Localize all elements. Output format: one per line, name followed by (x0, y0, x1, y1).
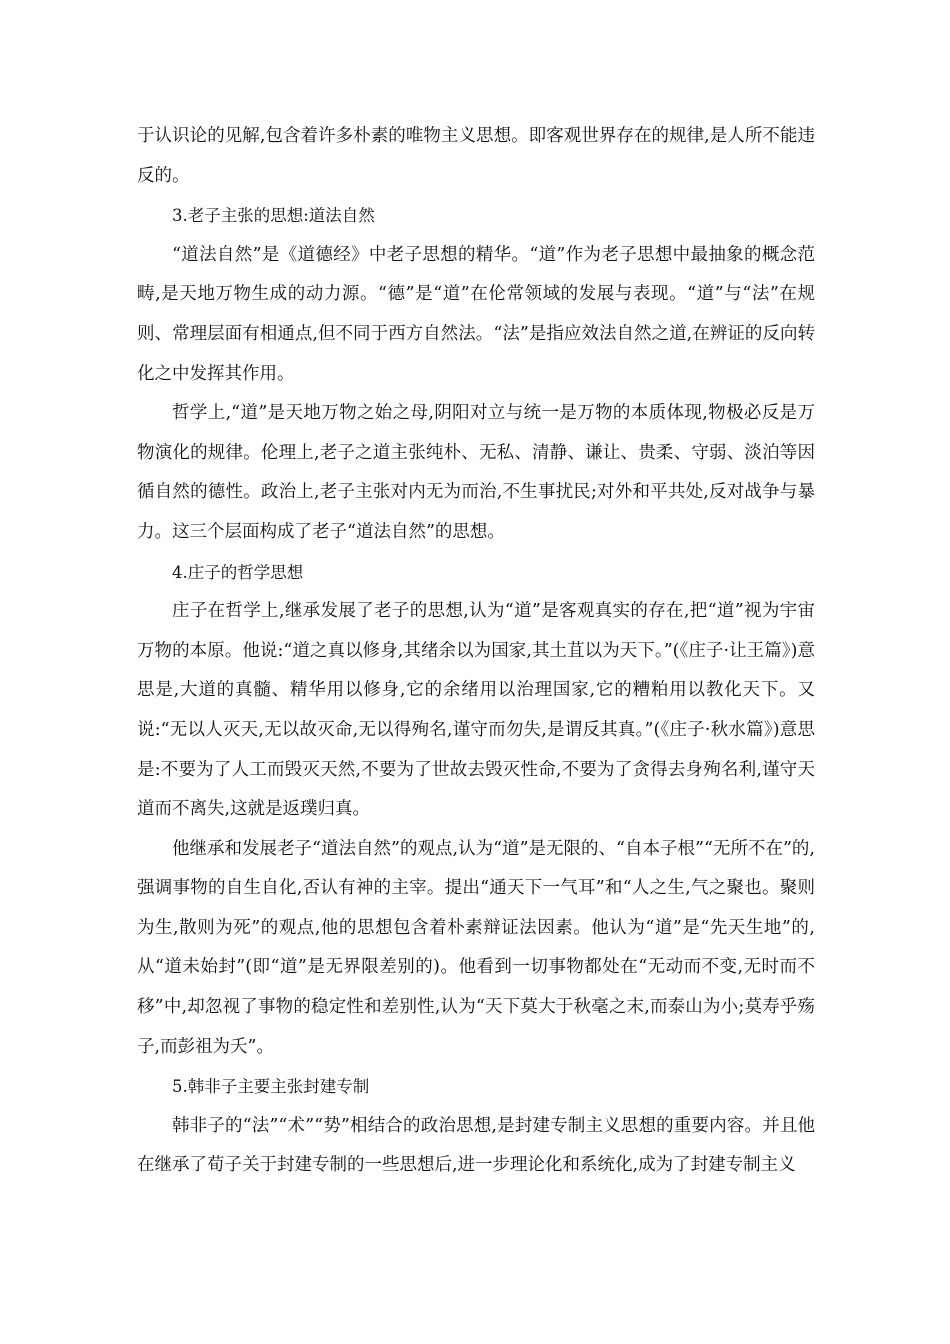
document-body (137, 117, 815, 1186)
section-heading: 4.庄子的哲学思想 (172, 562, 304, 582)
body-paragraph: 庄子在哲学上,继承发展了老子的思想,认为“道”是客观真实的存在,把“道”视为宇宙万物的本原。他说:“道之真以修身,其绪余以为国家,其土苴以为天下。”(《庄子·让王篇》)意思是,大道的真髓、精华用以修身,它的余绪用以治理国家,它的糟粕用以教化天下。又说:“无以人灭天,无以故灭命,无以得殉名,谨守而勿失,是谓反其真。”(《庄子·秋水篇》)意思是:不要为了人工而毁灭天然,不要为了世故去毁灭性命,不要为了贪得去身殉名利,谨守天道而不离失,这就是返璞归真。 (137, 601, 815, 820)
body-paragraph: 哲学上,“道”是天地万物之始之母,阴阳对立与统一是万物的本质体现,物极必反是万物演化的规律。伦理上,老子之道主张纯朴、无私、清静、谦让、贵柔、守弱、淡泊等因循自然的德性。政治上,老子主张对内无为而治,不生事扰民;对外和平共处,反对战争与暴力。这三个层面构成了老子“道法自然”的思想。 (137, 403, 815, 542)
section-heading: 3.老子主张的思想:道法自然 (172, 206, 375, 226)
body-paragraph: “道法自然”是《道德经》中老子思想的精华。“道”作为老子思想中最抽象的概念范畴,是天地万物生成的动力源。“德”是“道”在伦常领域的发展与表现。“道”与“法”在规则、常理层面有相通点,但不同于西方自然法。“法”是指应效法自然之道,在辨证的反向转化之中发挥其作用。 (137, 244, 815, 384)
body-paragraph: 他继承和发展老子“道法自然”的观点,认为“道”是无限的、“自本子根”“无所不在”的,强调事物的自生自化,否认有神的主宰。提出“通天下一气耳”和“人之生,气之聚也。聚则为生,散则为死”的观点,他的思想包含着朴素辩证法因素。他认为“道”是“先天生地”的,从“道未始封”(即“道”是无界限差别的)。他看到一切事物都处在“无动而不变,无时而不移”中,却忽视了事物的稳定性和差别性,认为“天下莫大于秋毫之末,而泰山为小;莫寿乎殇子,而彭祖为夭”。 (137, 838, 815, 1057)
body-paragraph: 韩非子的“法”“术”“势”相结合的政治思想,是封建专制主义思想的重要内容。并且他在继承了荀子关于封建专制的一些思想后,进一步理论化和系统化,成为了封建专制主义 (137, 1115, 815, 1176)
section-heading: 5.韩非子主要主张封建专制 (172, 1077, 370, 1097)
body-paragraph: 于认识论的见解,包含着许多朴素的唯物主义思想。即客观世界存在的规律,是人所不能违反的。 (137, 126, 815, 186)
